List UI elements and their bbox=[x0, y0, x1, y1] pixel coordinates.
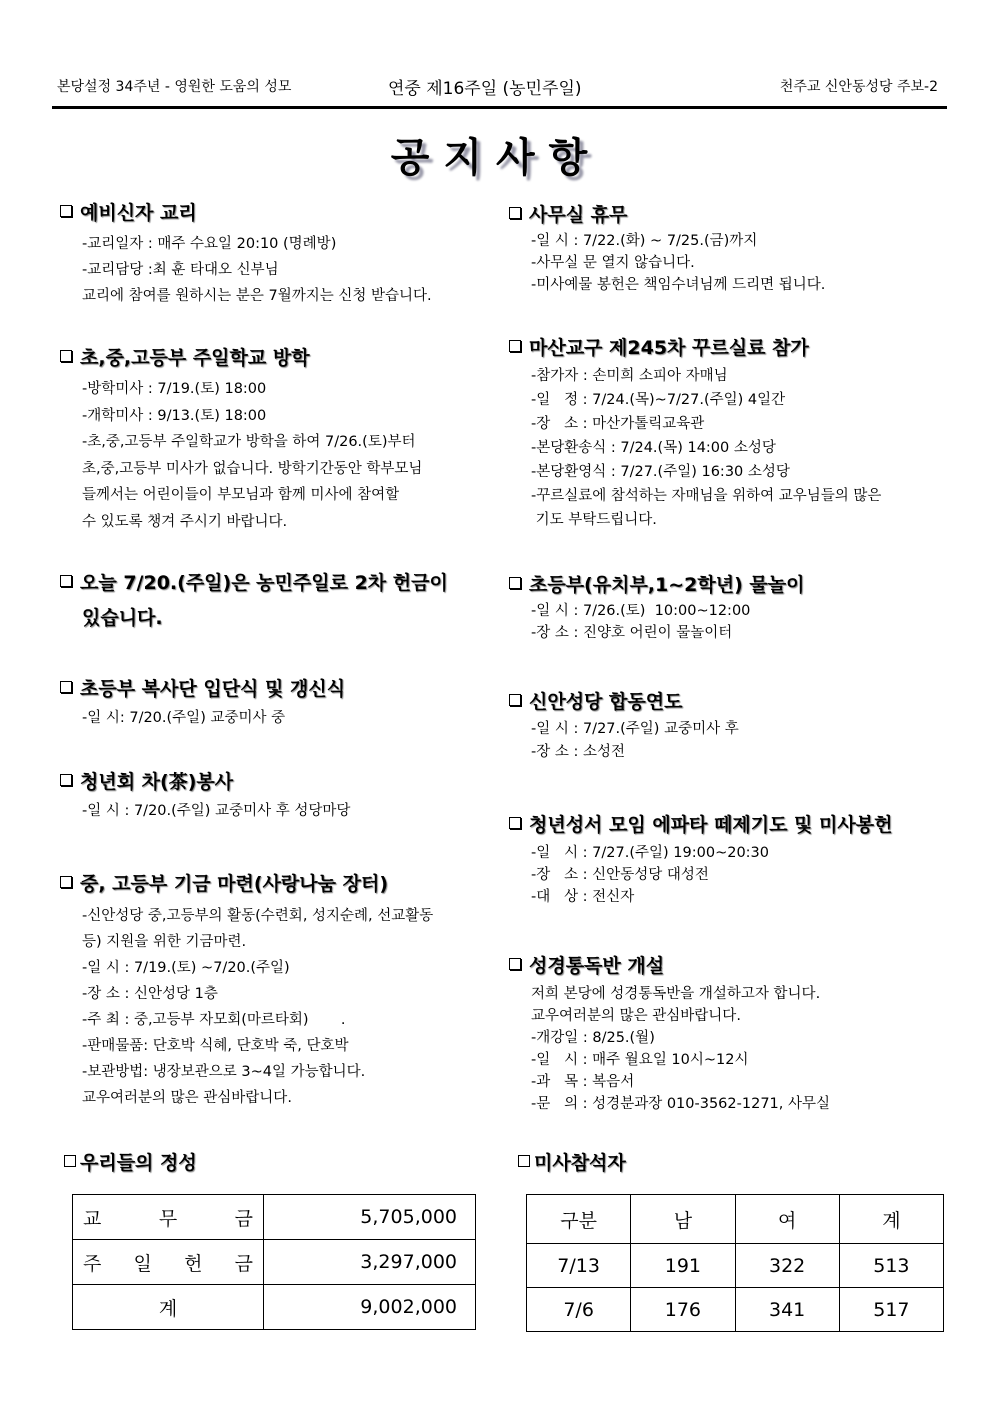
header-divider bbox=[52, 106, 947, 109]
notice-line: -개학미사 : 9/13.(토) 18:00 bbox=[82, 407, 267, 424]
checkbox-bullet-icon bbox=[60, 876, 72, 888]
table-cell: 191 bbox=[631, 1244, 735, 1288]
notice-line: -방학미사 : 7/19.(토) 18:00 bbox=[82, 381, 267, 397]
notice-line: -개강일 : 8/25.(월) bbox=[531, 1030, 655, 1046]
notice-section bbox=[509, 687, 739, 764]
table-cell: 517 bbox=[839, 1288, 943, 1332]
checkbox-bullet-icon bbox=[509, 694, 521, 706]
notice-section bbox=[60, 674, 345, 731]
notice-heading-text: 신안성당 합동연도 bbox=[529, 691, 683, 713]
notice-line: -일 시 : 7/19.(토) ~7/20.(주일) bbox=[82, 960, 290, 976]
table-cell: 341 bbox=[735, 1288, 839, 1332]
notice-heading-text: 오늘 7/20.(주일)은 농민주일로 2차 헌금이 bbox=[80, 572, 448, 594]
notice-heading bbox=[509, 810, 892, 837]
offering-title bbox=[64, 1148, 197, 1175]
notice-line: 기도 부탁드립니다. bbox=[531, 512, 657, 528]
offering-label bbox=[73, 1240, 264, 1285]
notice-heading bbox=[509, 570, 804, 597]
column-header: 남 bbox=[631, 1195, 735, 1244]
table-cell: 7/13 bbox=[527, 1244, 631, 1288]
notice-heading-text: 예비신자 교리 bbox=[80, 202, 197, 224]
header-right: 천주교 신안동성당 주보-2 bbox=[779, 79, 938, 95]
offering-label bbox=[73, 1285, 264, 1330]
offering-amount: 5,705,000 bbox=[264, 1195, 476, 1240]
label-char: 주 bbox=[83, 1252, 102, 1275]
table-row bbox=[73, 1195, 476, 1240]
notice-line: -일 시 : 7/26.(토) 10:00~12:00 bbox=[531, 603, 751, 619]
notice-heading bbox=[60, 198, 432, 225]
notice-line: -판매물품: 단호박 식혜, 단호박 죽, 단호박 bbox=[82, 1038, 349, 1054]
notice-line: -본당환영식 : 7/27.(주일) 16:30 소성당 bbox=[531, 464, 790, 480]
notice-line: 교우여러분의 많은 관심바랍니다. bbox=[82, 1090, 292, 1106]
checkbox-bullet-icon bbox=[60, 774, 72, 786]
notice-line: -일 시 : 매주 월요일 10시~12시 bbox=[531, 1052, 749, 1068]
checkbox-bullet-icon bbox=[518, 1155, 530, 1167]
notice-line: -일 정 : 7/24.(목)~7/27.(주일) 4일간 bbox=[531, 392, 786, 408]
notice-heading bbox=[60, 767, 350, 794]
label-char: 교 bbox=[83, 1207, 102, 1230]
notice-heading-text: 중, 고등부 기금 마련(사랑나눔 장터) bbox=[80, 873, 389, 895]
notice-heading bbox=[509, 951, 830, 978]
notice-line: -보관방법: 냉장보관으로 3~4일 가능합니다. bbox=[82, 1064, 366, 1080]
notice-line: -일 시 : 7/20.(주일) 교중미사 후 성당마당 bbox=[82, 803, 351, 819]
notice-section bbox=[60, 198, 432, 309]
notice-line: -장 소 : 소성전 bbox=[531, 744, 625, 760]
checkbox-bullet-icon bbox=[509, 340, 521, 352]
column-header: 여 bbox=[735, 1195, 839, 1244]
notice-line: -본당환송식 : 7/24.(목) 14:00 소성당 bbox=[531, 440, 776, 456]
notice-section bbox=[509, 200, 825, 296]
column-header: 계 bbox=[839, 1195, 943, 1244]
offering-title-text: 우리들의 정성 bbox=[80, 1152, 197, 1174]
table-cell: 7/6 bbox=[527, 1288, 631, 1332]
label-char: 금 bbox=[234, 1252, 253, 1275]
notice-section bbox=[509, 951, 830, 1115]
notice-line: -교리담당 :최 훈 타대오 신부님 bbox=[82, 262, 279, 278]
notice-heading bbox=[60, 674, 345, 701]
notice-heading-text: 마산교구 제245차 꾸르실료 참가 bbox=[529, 337, 809, 359]
notice-section bbox=[60, 343, 422, 535]
notice-heading-text: 성경통독반 개설 bbox=[529, 955, 665, 977]
notice-heading bbox=[60, 568, 448, 630]
notice-heading-text: 초등부(유치부,1~2학년) 물놀이 bbox=[529, 574, 805, 596]
notice-line: -장 소 : 신안동성당 대성전 bbox=[531, 867, 709, 883]
column-header: 구분 bbox=[527, 1195, 631, 1244]
checkbox-bullet-icon bbox=[60, 575, 72, 587]
label-char: 일 bbox=[133, 1252, 152, 1275]
notice-section bbox=[60, 568, 448, 630]
attendance-table bbox=[526, 1194, 944, 1332]
table-header-row bbox=[527, 1195, 944, 1244]
attendance-title-text: 미사참석자 bbox=[534, 1152, 626, 1174]
notice-line: -꾸르실료에 참석하는 자매님을 위하여 교우님들의 많은 bbox=[531, 488, 882, 504]
label-char: 무 bbox=[158, 1207, 178, 1230]
notice-line: -장 소 : 진양호 어린이 물놀이터 bbox=[531, 625, 733, 641]
notice-line: -일 시: 7/20.(주일) 교중미사 중 bbox=[82, 710, 286, 726]
notice-line: -일 시 : 7/27.(주일) 19:00~20:30 bbox=[531, 845, 770, 861]
notice-heading-text: 사무실 휴무 bbox=[529, 204, 628, 226]
checkbox-bullet-icon bbox=[64, 1155, 76, 1167]
checkbox-bullet-icon bbox=[60, 350, 72, 362]
checkbox-bullet-icon bbox=[60, 205, 72, 217]
notice-line: -장 소 : 마산가톨릭교육관 bbox=[531, 416, 705, 432]
notice-line: -사무실 문 열지 않습니다. bbox=[531, 255, 695, 271]
offering-amount: 3,297,000 bbox=[264, 1240, 476, 1285]
notice-line: 들께서는 어린이들이 부모님과 함께 미사에 참여할 bbox=[82, 487, 400, 503]
notice-line: -참가자 : 손미희 소피아 자매님 bbox=[531, 368, 728, 384]
notice-line: 저희 본당에 성경통독반을 개설하고자 합니다. bbox=[531, 986, 821, 1002]
label-char: 계 bbox=[158, 1297, 178, 1320]
notice-line: -과 목 : 복음서 bbox=[531, 1074, 635, 1090]
notice-line: -신안성당 중,고등부의 활동(수련회, 성지순례, 선교활동 bbox=[82, 908, 434, 924]
notice-line: -교리일자 : 매주 수요일 20:10 (명례방) bbox=[82, 236, 337, 252]
notice-line: -미사예물 봉헌은 책임수녀님께 드리면 됩니다. bbox=[531, 277, 826, 293]
notice-line: -일 시 : 7/22.(화) ~ 7/25.(금)까지 bbox=[531, 233, 758, 249]
notice-heading bbox=[509, 687, 739, 714]
checkbox-bullet-icon bbox=[60, 681, 72, 693]
label-char: 금 bbox=[234, 1207, 253, 1230]
notice-line: -문 의 : 성경분과장 010-3562-1271, 사무실 bbox=[531, 1096, 831, 1112]
notice-line: -일 시 : 7/27.(주일) 교중미사 후 bbox=[531, 721, 739, 737]
notice-heading-text: 초등부 복사단 입단식 및 갱신식 bbox=[80, 678, 346, 700]
notice-heading bbox=[509, 333, 881, 360]
notice-section bbox=[509, 333, 881, 532]
notice-line: 교리에 참여를 원하시는 분은 7월까지는 신청 받습니다. bbox=[82, 288, 432, 304]
table-row bbox=[527, 1288, 944, 1332]
notice-section bbox=[509, 570, 804, 644]
table-row bbox=[73, 1240, 476, 1285]
offering-label bbox=[73, 1195, 264, 1240]
attendance-title bbox=[518, 1148, 626, 1175]
notice-section bbox=[60, 869, 433, 1111]
offering-amount: 9,002,000 bbox=[264, 1285, 476, 1330]
notice-line: 등) 지원을 위한 기금마련. bbox=[82, 934, 247, 950]
notice-heading bbox=[60, 343, 422, 370]
notice-line: 초,중,고등부 미사가 없습니다. 방학기간동안 학부모님 bbox=[82, 460, 423, 477]
table-cell: 513 bbox=[839, 1244, 943, 1288]
table-row bbox=[73, 1285, 476, 1330]
label-char: 헌 bbox=[184, 1252, 203, 1275]
notice-line: -대 상 : 전신자 bbox=[531, 889, 635, 905]
notice-heading-text: 청년회 차(茶)봉사 bbox=[80, 771, 234, 793]
checkbox-bullet-icon bbox=[509, 817, 521, 829]
checkbox-bullet-icon bbox=[509, 577, 521, 589]
header-left: 본당설정 34주년 - 영원한 도움의 성모 bbox=[57, 79, 292, 95]
notice-heading bbox=[509, 200, 825, 227]
notice-heading-text: 초,중,고등부 주일학교 방학 bbox=[80, 347, 310, 369]
table-row bbox=[527, 1244, 944, 1288]
notice-heading-text: 있습니다. bbox=[82, 607, 163, 629]
checkbox-bullet-icon bbox=[509, 958, 521, 970]
notice-line: 수 있도록 챙겨 주시기 바랍니다. bbox=[82, 513, 288, 530]
notice-line: 교우여러분의 많은 관심바랍니다. bbox=[531, 1008, 741, 1024]
table-cell: 322 bbox=[735, 1244, 839, 1288]
checkbox-bullet-icon bbox=[509, 207, 521, 219]
header-center: 연중 제16주일 (농민주일) bbox=[388, 79, 582, 99]
notice-line: -주 최 : 중,고등부 자모회(마르타회) . bbox=[82, 1012, 346, 1028]
notice-section bbox=[509, 810, 892, 908]
page-title: 공지사항 bbox=[390, 135, 602, 181]
notice-line: -장 소 : 신안성당 1층 bbox=[82, 986, 218, 1002]
notice-heading-text: 청년성서 모임 에파타 떼제기도 및 미사봉헌 bbox=[529, 814, 893, 836]
offering-table bbox=[72, 1194, 476, 1330]
notice-line: -초,중,고등부 주일학교가 방학을 하여 7/26.(토)부터 bbox=[82, 434, 416, 450]
table-cell: 176 bbox=[631, 1288, 735, 1332]
notice-section bbox=[60, 767, 350, 824]
notice-heading bbox=[60, 869, 433, 896]
